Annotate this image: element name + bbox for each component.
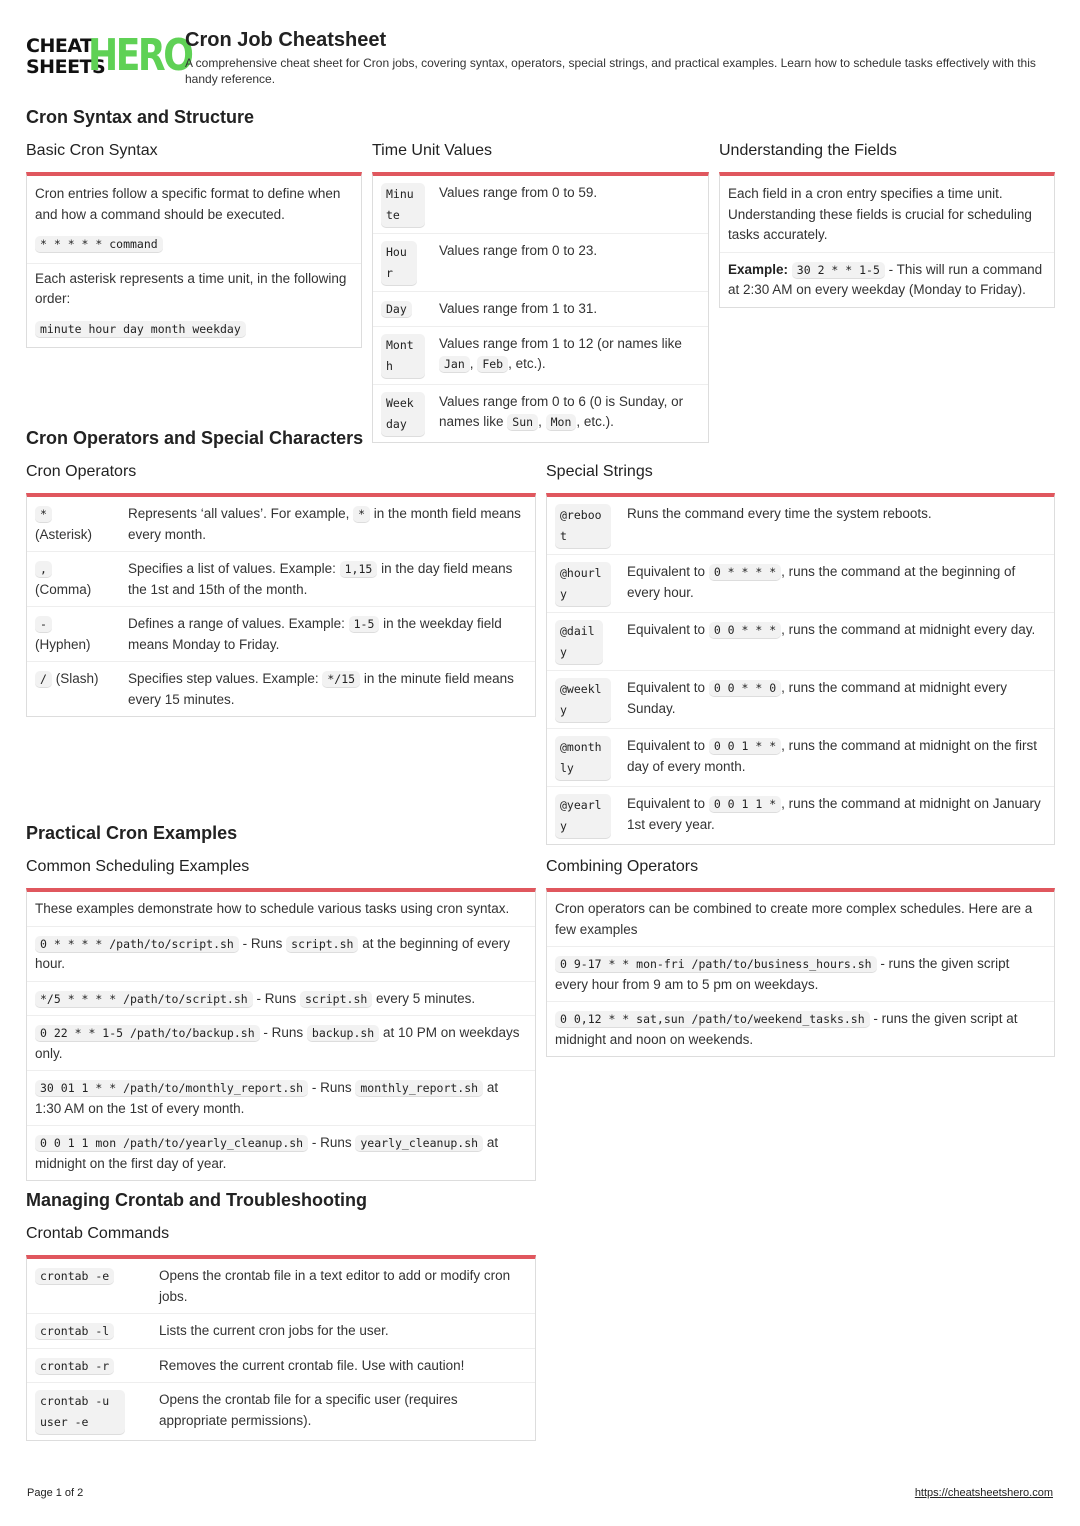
operator-label: (Comma) xyxy=(35,581,92,597)
section-title-operators: Cron Operators and Special Characters xyxy=(26,428,364,448)
table-row xyxy=(27,662,535,716)
logo[interactable] xyxy=(26,30,192,81)
example-text: - This will run a command at 2:30 AM on every weekday (Monday to Friday). xyxy=(728,261,1043,297)
text: in the minute field means every 15 minutes. xyxy=(128,671,514,707)
time-unit-value: Values range from 1 to 31. xyxy=(439,301,598,316)
card-title-combining: Combining Operators xyxy=(546,858,699,875)
command-desc: Opens the crontab file for a specific user (requires appropriate permissions). xyxy=(159,1392,458,1428)
text: , etc.). xyxy=(508,356,546,371)
table-row xyxy=(547,729,1054,787)
text: Equivalent to xyxy=(627,680,709,695)
special-string-key: @reboot xyxy=(555,504,611,548)
code: 1-5 xyxy=(349,616,380,632)
text: , runs the command at the beginning of every hour. xyxy=(627,564,1016,600)
basic-code-1: * * * * * command xyxy=(35,236,163,252)
code: yearly_cleanup.sh xyxy=(355,1135,483,1151)
page-title: Cron Job Cheatsheet xyxy=(185,29,387,51)
list-item: These examples demonstrate how to schedule various tasks using cron syntax. xyxy=(27,892,535,927)
card-title-time-units: Time Unit Values xyxy=(372,142,493,159)
section-title-crontab: Managing Crontab and Troubleshooting xyxy=(26,1190,367,1210)
table-row xyxy=(27,1259,535,1314)
code: Jan xyxy=(439,356,470,372)
code: 0 * * * * /path/to/script.sh xyxy=(35,936,239,952)
example-label: Example: xyxy=(728,261,789,277)
table-row xyxy=(27,1383,535,1440)
time-unit-value xyxy=(439,392,700,436)
text: Values range from 0 to 6 (0 is Sunday, or names like xyxy=(439,393,684,429)
text: at midnight on the first day of year. xyxy=(35,1135,499,1171)
special-string-key: @weekly xyxy=(555,678,611,722)
text: Equivalent to xyxy=(627,564,709,579)
text: Equivalent to xyxy=(627,738,709,753)
card-title-special-strings: Special Strings xyxy=(546,463,653,480)
special-string-desc xyxy=(627,736,1046,780)
code: */5 * * * * /path/to/script.sh xyxy=(35,991,253,1007)
code: Feb xyxy=(477,356,508,372)
special-string-key: @monthly xyxy=(555,736,611,780)
list-item xyxy=(27,1071,535,1126)
special-string-desc xyxy=(627,562,1046,606)
table-row xyxy=(27,1349,535,1384)
text: - runs the given script every hour from 9 am to 5 pm on weekdays. xyxy=(555,956,1010,992)
list-item xyxy=(27,927,535,982)
text: - Runs xyxy=(238,935,287,951)
list-item: Each field in a cron entry specifies a time unit. Understanding these fields is crucial for scheduling tasks accurately. xyxy=(720,176,1054,253)
table-row xyxy=(27,552,535,607)
card-common-examples xyxy=(26,888,536,1181)
list-item xyxy=(27,1016,535,1071)
code: 0 9-17 * * mon-fri /path/to/business_hours.sh xyxy=(555,956,877,972)
operator-label: (Asterisk) xyxy=(35,526,92,542)
code: script.sh xyxy=(286,936,358,952)
code: 0 0 * * 0 xyxy=(709,680,781,696)
text: Specifies a list of values. Example: xyxy=(128,561,340,576)
time-unit-key: Month xyxy=(381,334,425,378)
card-time-units xyxy=(372,172,709,443)
card-special-strings xyxy=(546,493,1055,845)
code: Mon xyxy=(546,414,577,430)
special-string-key: @daily xyxy=(555,620,603,664)
operator-label: (Slash) xyxy=(55,671,99,686)
card-combining xyxy=(546,888,1055,1057)
card-cron-operators xyxy=(26,493,536,717)
list-item xyxy=(27,982,535,1017)
code: 0 * * * * xyxy=(709,564,781,580)
command-key: crontab -l xyxy=(35,1323,114,1339)
operator-key: / xyxy=(35,671,52,687)
table-row xyxy=(27,1314,535,1349)
text: in the weekday field means Monday to Friday. xyxy=(128,616,502,652)
special-string-desc xyxy=(627,794,1046,838)
list-item xyxy=(720,253,1054,307)
basic-paragraph-1: Cron entries follow a specific format to define when and how a command should be executed. xyxy=(35,186,341,222)
text: at 1:30 AM on the 1st of every month. xyxy=(35,1080,499,1116)
operator-desc xyxy=(128,559,527,600)
special-string-key: @yearly xyxy=(555,794,611,838)
time-unit-value: Values range from 0 to 59. xyxy=(439,185,598,200)
text: Specifies step values. Example: xyxy=(128,671,323,686)
logo-line1: CHEAT xyxy=(26,35,93,57)
table-row xyxy=(373,292,708,327)
operator-label: (Hyphen) xyxy=(35,636,91,652)
special-string-key: @hourly xyxy=(555,562,611,606)
table-row xyxy=(373,327,708,385)
text: every 5 minutes. xyxy=(372,990,476,1006)
text: - runs the given script at midnight and noon on weekends. xyxy=(555,1011,1018,1047)
text: - Runs xyxy=(252,990,300,1006)
text: in the month field means every month. xyxy=(128,506,521,542)
card-title-common-examples: Common Scheduling Examples xyxy=(26,858,250,875)
text: , runs the command at midnight on the first day of every month. xyxy=(627,738,1037,774)
example-code: 30 2 * * 1-5 xyxy=(792,262,885,278)
code: 0 0 1 * * xyxy=(709,738,781,754)
code: 1,15 xyxy=(340,561,378,577)
code: backup.sh xyxy=(307,1025,379,1041)
text: in the day field means the 1st and 15th of the month. xyxy=(128,561,513,597)
time-unit-value xyxy=(439,334,700,378)
special-string-desc xyxy=(627,620,1046,664)
section-title-syntax: Cron Syntax and Structure xyxy=(26,107,255,127)
time-unit-key: Minute xyxy=(381,183,425,227)
list-item xyxy=(27,176,361,264)
card-title-cron-operators: Cron Operators xyxy=(26,463,137,480)
text: - Runs xyxy=(308,1135,356,1150)
basic-paragraph-2: Each asterisk represents a time unit, in the following order: xyxy=(35,270,347,306)
text: Represents ‘all values’. For example, xyxy=(128,506,354,521)
text: , xyxy=(469,356,474,371)
list-item: Cron operators can be combined to create more complex schedules. Here are a few examples xyxy=(547,892,1054,947)
text: - Runs xyxy=(308,1080,356,1095)
logo-line2: SHEETS xyxy=(26,56,106,78)
table-row xyxy=(547,555,1054,613)
section-title-examples: Practical Cron Examples xyxy=(26,823,238,843)
text: Equivalent to xyxy=(627,796,709,811)
code: 0 0,12 * * sat,sun /path/to/weekend_tasks.sh xyxy=(555,1011,870,1027)
text: , runs the command at midnight every day. xyxy=(781,622,1036,637)
table-row xyxy=(373,385,708,442)
page-subtitle: A comprehensive cheat sheet for Cron jobs, covering syntax, operators, special strings, and practical examples. Learn how to schedule tasks effectively with this handy reference. xyxy=(185,56,1036,86)
table-row xyxy=(27,497,535,552)
code: 0 0 * * * xyxy=(709,622,781,638)
table-row xyxy=(547,497,1054,555)
code: 30 01 1 * * /path/to/monthly_report.sh xyxy=(35,1080,308,1096)
table-row xyxy=(547,613,1054,671)
basic-code-2: minute hour day month weekday xyxy=(35,321,246,337)
command-desc: Opens the crontab file in a text editor to add or modify cron jobs. xyxy=(159,1268,511,1304)
card-crontab-commands xyxy=(26,1255,536,1441)
operator-desc xyxy=(128,614,527,655)
text: Equivalent to xyxy=(627,622,709,637)
text: - Runs xyxy=(259,1025,307,1040)
time-unit-key: Hour xyxy=(381,241,417,285)
site-link[interactable]: https://cheatsheetshero.com xyxy=(914,1487,1053,1499)
command-desc: Lists the current cron jobs for the user. xyxy=(159,1323,389,1338)
text: , runs the command at midnight every Sunday. xyxy=(627,680,1007,716)
operator-desc xyxy=(128,669,527,710)
table-row xyxy=(373,176,708,234)
card-basic-syntax xyxy=(26,172,362,348)
code: 0 22 * * 1-5 /path/to/backup.sh xyxy=(35,1025,260,1041)
operator-desc xyxy=(128,504,527,545)
special-string-desc xyxy=(627,678,1046,722)
code: * xyxy=(353,506,370,522)
operator-key: , xyxy=(35,561,52,577)
list-item xyxy=(27,1126,535,1180)
list-item xyxy=(27,264,361,348)
time-unit-value: Values range from 0 to 23. xyxy=(439,243,598,258)
card-title-basic-syntax: Basic Cron Syntax xyxy=(26,142,158,159)
logo-hero: HERO xyxy=(88,30,192,81)
text: Defines a range of values. Example: xyxy=(128,616,349,631)
table-row xyxy=(373,234,708,292)
card-title-fields: Understanding the Fields xyxy=(719,142,897,159)
text: , xyxy=(538,414,542,429)
command-key: crontab -u user -e xyxy=(35,1390,125,1434)
command-key: crontab -e xyxy=(35,1268,114,1284)
command-key: crontab -r xyxy=(35,1358,114,1374)
text: Values range from 1 to 12 (or names like xyxy=(439,335,682,351)
card-fields xyxy=(719,172,1055,308)
code: Sun xyxy=(507,414,538,430)
special-string-desc: Runs the command every time the system reboots. xyxy=(627,506,932,521)
text: , runs the command at midnight on January 1st every year. xyxy=(627,796,1041,832)
code: */15 xyxy=(322,671,360,687)
operator-key: - xyxy=(35,616,52,632)
code: monthly_report.sh xyxy=(355,1080,483,1096)
text: , etc.). xyxy=(576,414,614,429)
text: at the beginning of every hour. xyxy=(35,935,511,971)
command-desc: Removes the current crontab file. Use with caution! xyxy=(159,1357,465,1373)
card-title-crontab-commands: Crontab Commands xyxy=(26,1225,170,1242)
page-number: Page 1 of 2 xyxy=(27,1487,84,1499)
time-unit-key: Day xyxy=(381,301,412,317)
list-item xyxy=(547,1002,1054,1056)
time-unit-key: Weekday xyxy=(381,392,425,436)
table-row xyxy=(547,787,1054,844)
text: at 10 PM on weekdays only. xyxy=(35,1025,520,1061)
table-row xyxy=(27,607,535,662)
code: 0 0 1 1 * xyxy=(709,796,781,812)
table-row xyxy=(547,671,1054,729)
code: script.sh xyxy=(300,991,372,1007)
list-item xyxy=(547,947,1054,1002)
operator-key: * xyxy=(35,506,52,522)
code: 0 0 1 1 mon /path/to/yearly_cleanup.sh xyxy=(35,1135,308,1151)
